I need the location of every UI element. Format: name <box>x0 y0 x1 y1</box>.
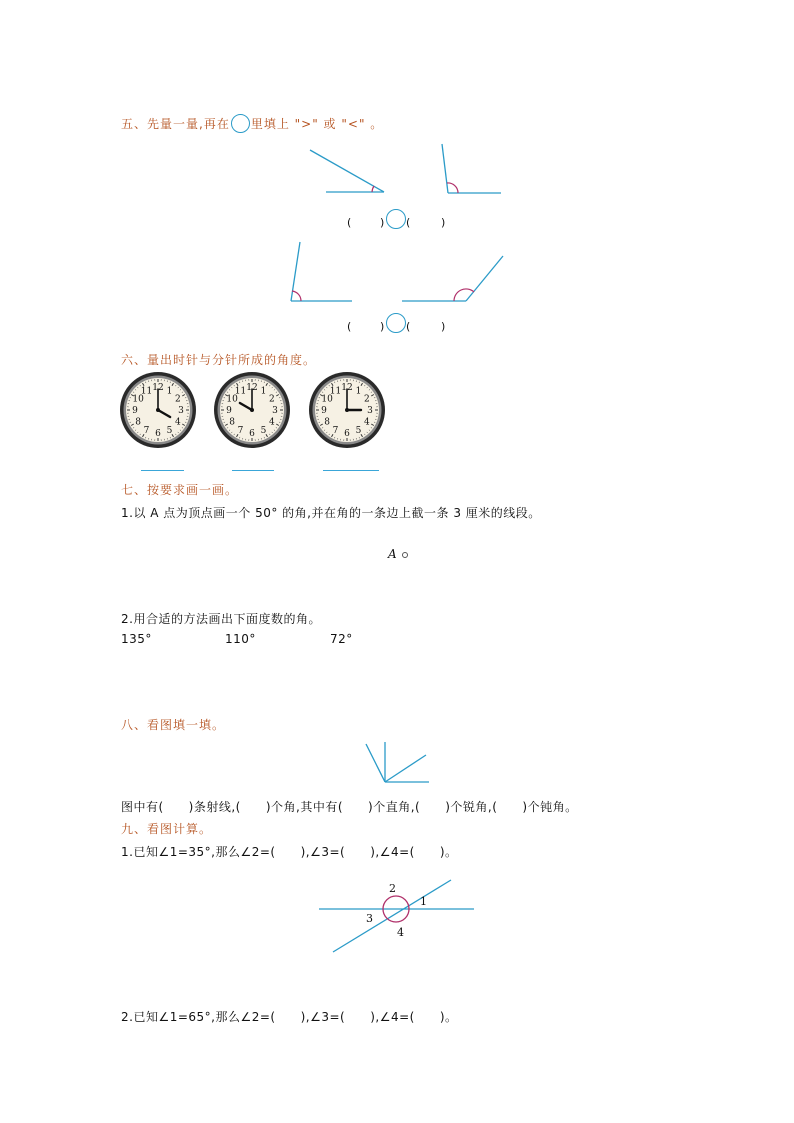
clock-number: 3 <box>367 406 373 417</box>
section5-title-pre: 五、先量一量,再在 <box>121 117 230 131</box>
clock-number: 7 <box>332 426 339 437</box>
degree-110: 110° <box>225 632 256 646</box>
clock-number: 12 <box>152 383 164 394</box>
angle-label-4: 4 <box>397 926 404 939</box>
angle-label-1: 1 <box>420 895 427 908</box>
compare-left-close-2: ) <box>380 320 385 333</box>
clock-number: 5 <box>355 426 362 437</box>
angle-label-3: 3 <box>366 912 373 925</box>
section9-q1: 1.已知∠1=35°,那么∠2=( ),∠3=( ),∠4=( )。 <box>121 845 458 859</box>
clock-number: 6 <box>155 429 161 440</box>
clock-number: 4 <box>175 417 181 428</box>
compare-left-close-1: ) <box>380 216 385 229</box>
section7-q1: 1.以 A 点为顶点画一个 50° 的角,并在角的一条边上截一条 3 厘米的线段。 <box>121 506 541 520</box>
clock-number: 11 <box>329 386 342 397</box>
clock-number: 10 <box>321 394 333 405</box>
section8-sentence: 图中有( )条射线,( )个角,其中有( )个直角,( )个锐角,( )个钝角。 <box>121 800 578 814</box>
section6-title: 六、量出时针与分针所成的角度。 <box>121 353 317 367</box>
clock-number: 6 <box>344 429 350 440</box>
clock-number: 8 <box>324 417 330 428</box>
clock-number: 3 <box>272 406 278 417</box>
clock-number: 5 <box>166 426 173 437</box>
compare-left-open-2: ( <box>347 320 352 333</box>
section7-q2: 2.用合适的方法画出下面度数的角。 <box>121 612 321 626</box>
section7-title: 七、按要求画一画。 <box>121 483 239 497</box>
clock-number: 10 <box>132 394 144 405</box>
clock-number: 4 <box>364 417 370 428</box>
clock-number: 12 <box>246 383 258 394</box>
compare-left-open-1: ( <box>347 216 352 229</box>
compare-right-close-1: ) <box>441 216 446 229</box>
clock-number: 3 <box>178 406 184 417</box>
section5-title-post: 里填上 ">" 或 "<" 。 <box>250 117 384 131</box>
clock-number: 2 <box>269 394 275 405</box>
clock-number: 2 <box>175 394 181 405</box>
degree-135: 135° <box>121 632 152 646</box>
clock-number: 11 <box>140 386 153 397</box>
clock-number: 1 <box>260 386 267 397</box>
section9-title: 九、看图计算。 <box>121 822 213 836</box>
clock-number: 5 <box>260 426 267 437</box>
clock-number: 8 <box>135 417 141 428</box>
clock-number: 9 <box>321 406 327 417</box>
clock-number: 4 <box>269 417 275 428</box>
clock-number: 12 <box>341 383 353 394</box>
clock-number: 7 <box>237 426 244 437</box>
section9-q2: 2.已知∠1=65°,那么∠2=( ),∠3=( ),∠4=( )。 <box>121 1010 458 1024</box>
compare-right-close-2: ) <box>441 320 446 333</box>
point-a-label: A <box>388 547 397 561</box>
clock-number: 1 <box>166 386 173 397</box>
section8-title: 八、看图填一填。 <box>121 718 226 732</box>
compare-right-open-1: ( <box>406 216 411 229</box>
clock-number: 10 <box>226 394 238 405</box>
clock-number: 8 <box>229 417 235 428</box>
clock-number: 7 <box>143 426 150 437</box>
clock-number: 11 <box>234 386 247 397</box>
clock-number: 2 <box>364 394 370 405</box>
clock-number: 9 <box>132 406 138 417</box>
clock-number: 9 <box>226 406 232 417</box>
compare-right-open-2: ( <box>406 320 411 333</box>
clock-number: 1 <box>355 386 362 397</box>
clock-number: 6 <box>249 429 255 440</box>
angle-label-2: 2 <box>389 882 396 895</box>
degree-72: 72° <box>330 632 353 646</box>
